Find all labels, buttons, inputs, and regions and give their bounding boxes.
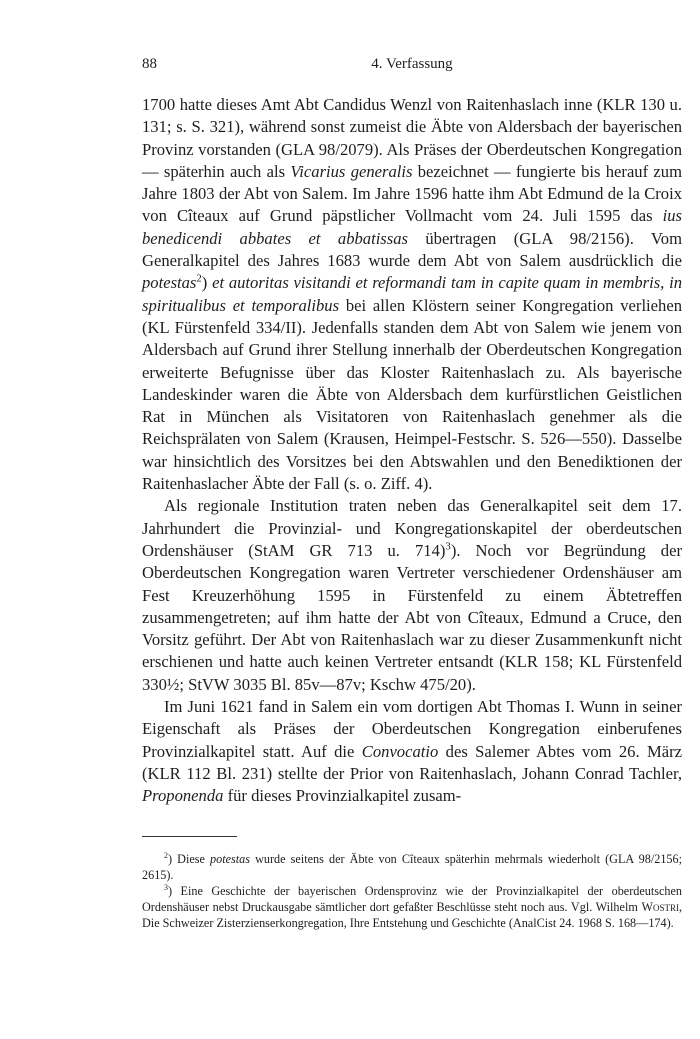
footnotes [142, 851, 682, 931]
latin-term: potestas [210, 852, 250, 866]
text-run: übertragen (GLA 98/2156). Vom Generalkapitel des Jahres 1683 wurde dem Abt von Salem ausdrücklich die [142, 228, 682, 271]
text-run: für dieses Provinzialkapitel zusam- [223, 786, 462, 806]
chapter-title: 4. Verfassung [371, 56, 453, 72]
latin-term: et autoritas visitandi et reformandi tam in capite quam in membris, in spiritualibus et temporalibus [142, 273, 682, 315]
page-number: 88 [142, 56, 157, 72]
latin-term: potestas [142, 273, 197, 293]
footnote-2 [142, 851, 682, 883]
text-run: ) Diese [167, 852, 211, 866]
latin-term: ius benedicendi abbates et abbatissas [142, 206, 682, 248]
text-run: bei allen Klöstern seiner Kongregation verliehen (KL Fürstenfeld 334/II). Jedenfalls standen dem Abt von Salem wie jenem von Aldersbach auf Grund ihrer Stellung innerhalb der Oberdeutschen Kongregation erweiterte Befugnisse über das Kloster Raitenhaslach zu. Als bayerische Landeskinder waren die Äbte von Aldersbach dem kurfürstlichen Geistlichen Rat in München als Visitatoren von Raitenhaslach genehmer als die Reichsprälaten von Salem (Krausen, Heimpel-Festschr. S. 526—550). Dasselbe war hinsichtlich des Vorsitzes bei den Abtswahlen und den Benediktionen der Raitenhaslacher Äbte der Fall (s. o. Ziff. 4). [142, 295, 682, 494]
author-name: Wostri [641, 900, 679, 914]
paragraph-2 [142, 495, 682, 696]
text-run: ) Eine Geschichte der bayerischen Ordensprovinz wie der Provinzialkapitel der oberdeutschen Ordenshäuser nebst Druckausgabe sämtlicher dort gefaßter Beschlüsse steht noch aus. Vgl. Wilhelm [142, 884, 682, 914]
text-run: wurde seitens der Äbte von Cîteaux späterhin mehrmals wiederholt (GLA 98/2156; 2615). [142, 852, 683, 882]
footnote-separator [142, 836, 237, 837]
text-run: Im Juni 1621 fand in Salem ein vom dortigen Abt Thomas I. Wunn in seiner Eigenschaft als Präses der Oberdeutschen Kongregation einberufenes Provinzialkapitel statt. Auf die [142, 697, 682, 761]
latin-term: Proponenda [142, 786, 224, 806]
text-run: Als regionale Institution traten neben das Generalkapitel seit dem 17. Jahrhundert die Provinzial- und Kongregationskapitel der oberdeutschen Ordenshäuser (StAM GR 713 u. 714) [142, 496, 682, 560]
text-run: ) [201, 273, 213, 293]
footnote-ref-2: 2 [196, 272, 202, 285]
text-run: ). Noch vor Begründung der Oberdeutschen Kongregation waren Vertreter verschiedener Ordenshäuser am Fest Kreuzerhöhung 1595 in Fürstenfeld zu einem Äbtetreffen zusammengetreten; auf ihm hatte der Abt von Cîteaux, Edmund a Cruce, den Vorsitz geführt. Der Abt von Raitenhaslach war zu dieser Zusammenkunft nicht erschienen und hatte auch keinen Vertreter entsandt (KLR 158; KL Fürstenfeld 330½; StVW 3035 Bl. 85v—87v; Kschw 475/20). [142, 540, 682, 694]
footnote-3 [142, 883, 682, 931]
footnote-marker: 2 [164, 850, 168, 860]
text-run: bezeichnet — fungierte bis herauf zum Jahre 1803 der Abt von Salem. Im Jahre 1596 hatte ihm Abt Edmund de la Croix von Cîteaux auf Grund päpstlicher Vollmacht vom 24. Juli 1595 das [142, 161, 682, 226]
text-run: , Die Schweizer Zisterzienserkongregation, Ihre Entstehung und Geschichte (AnalCist 24. 1968 S. 168—174). [142, 900, 682, 930]
footnote-ref-3: 3 [445, 540, 451, 553]
main-text [142, 94, 682, 808]
footnote-marker: 3 [164, 882, 168, 892]
text-run: des Salemer Abtes vom 26. März (KLR 112 Bl. 231) stellte der Prior von Raitenhaslach, Johann Conrad Tachler, [142, 741, 683, 783]
text-run: 1700 hatte dieses Amt Abt Candidus Wenzl von Raitenhaslach inne (KLR 130 u. 131; s. S. 321), während sonst zumeist die Äbte von Aldersbach der bayerischen Provinz vorstanden (GLA 98/2079). Als Präses der Oberdeutschen Kongregation — späterhin auch als [142, 95, 682, 181]
latin-term: Convocatio [361, 741, 439, 761]
latin-term: Vicarius generalis [290, 161, 413, 181]
paragraph-3 [142, 696, 682, 807]
paragraph-1 [142, 94, 682, 495]
